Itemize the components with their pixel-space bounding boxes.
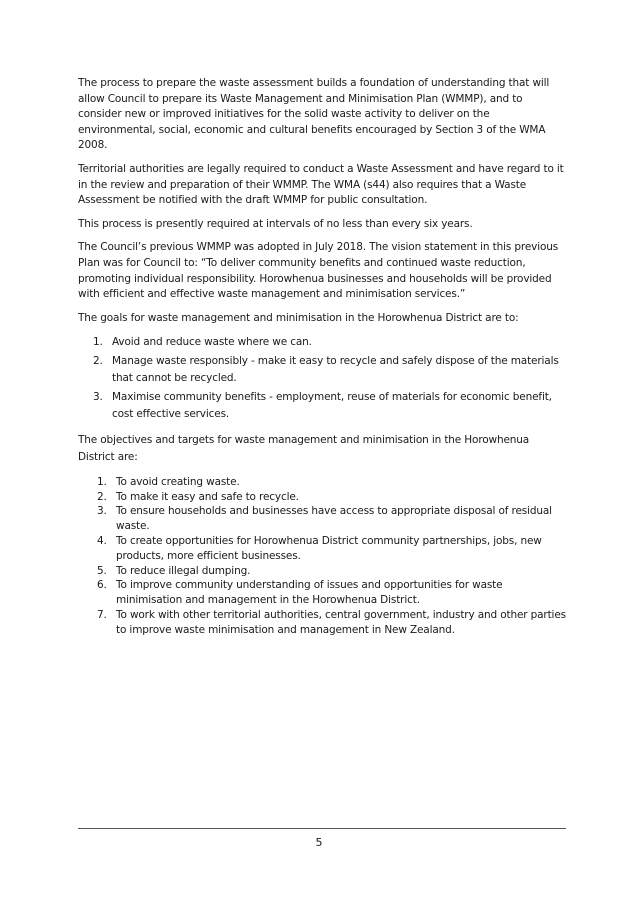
list-item-text: To improve community understanding of issues and opportunities for waste minimisation and management in the Horowhenua District.: [116, 579, 503, 607]
list-item: [78, 608, 568, 638]
paragraph-objectives-intro: The objectives and targets for waste management and minimisation in the Horowhenua District are:: [78, 433, 530, 464]
list-item-text: To create opportunities for Horowhenua District community partnerships, jobs, new products, more efficient businesses.: [116, 535, 542, 562]
list-item-text: Manage waste responsibly - make it easy to recycle and safely dispose of the materials that cannot be recycled.: [112, 354, 559, 385]
list-number: 7.: [97, 608, 107, 621]
list-item: [78, 564, 568, 579]
paragraph-interval: This process is presently required at intervals of no less than every six years.: [78, 217, 473, 230]
list-item-text: Avoid and reduce waste where we can.: [112, 336, 312, 349]
paragraph-previous-wmmp: The Council’s previous WMMP was adopted in July 2018. The vision statement in this previous Plan was for Council to: “To deliver community benefits and continued waste reduction, promoting individual responsibility. Horowhenua businesses and households will be provided with efficient and effective waste management and minimisation services.”: [78, 241, 559, 301]
list-item: [78, 334, 568, 352]
list-number: 3.: [93, 390, 103, 403]
list-item-text: To ensure households and businesses have access to appropriate disposal of residual waste.: [116, 505, 552, 533]
list-item: [78, 353, 568, 388]
page-number: 5: [315, 836, 323, 849]
list-item-text: Maximise community benefits - employment, reuse of materials for economic benefit, cost effective services.: [112, 390, 552, 421]
list-number: 2.: [93, 354, 103, 367]
list-number: 5.: [97, 564, 107, 577]
list-item-text: To make it easy and safe to recycle.: [116, 490, 299, 503]
list-item: [78, 504, 568, 534]
list-item: [78, 490, 568, 505]
objectives-list: [78, 475, 568, 638]
list-number: 1.: [97, 475, 107, 488]
paragraph-goals-intro: The goals for waste management and minimisation in the Horowhenua District are to:: [78, 311, 519, 324]
list-item: [78, 475, 568, 490]
list-item-text: To avoid creating waste.: [116, 475, 240, 488]
list-number: 1.: [93, 336, 103, 349]
paragraph-wmmp-foundation: The process to prepare the waste assessment builds a foundation of understanding that will allow Council to prepare its Waste Management and Minimisation Plan (WMMP), and to consider new or improved initiatives for the solid waste activity to deliver on the environmental, social, economic and cultural benefits encouraged by Section 3 of the WMA 2008.: [78, 77, 550, 152]
list-item-text: To work with other territorial authorities, central government, industry and other parties to improve waste minimisation and management in New Zealand.: [116, 608, 566, 636]
list-item: [78, 389, 568, 424]
list-item: [78, 578, 568, 608]
list-item-text: To reduce illegal dumping.: [116, 564, 251, 577]
list-number: 3.: [97, 505, 107, 518]
list-number: 6.: [97, 579, 107, 592]
footer-divider: [78, 828, 566, 829]
goals-list: [78, 334, 568, 424]
list-item: [78, 534, 568, 564]
paragraph-legal-requirement: Territorial authorities are legally required to conduct a Waste Assessment and have regard to it in the review and preparation of their WMMP. The WMA (s44) also requires that a Waste Assessment be notified with the draft WMMP for public consultation.: [78, 162, 564, 207]
page-body: [78, 76, 568, 638]
list-number: 2.: [97, 490, 107, 503]
list-number: 4.: [97, 535, 107, 547]
